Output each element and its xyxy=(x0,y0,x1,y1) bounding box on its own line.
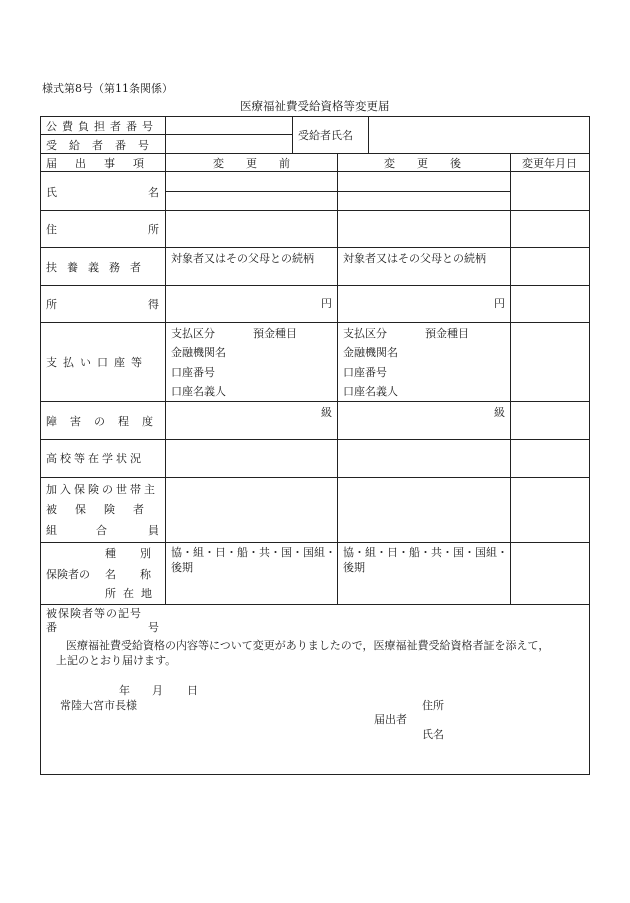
date-year: 年 xyxy=(119,684,130,697)
row-account-label: 支払い口座等 xyxy=(46,356,148,369)
recipient-name-field[interactable] xyxy=(369,117,588,152)
address-label: 住所 xyxy=(422,699,444,712)
row-insurance-head-label: 加入保険の世帯主 xyxy=(46,483,158,496)
insured-symbol-label: 被保険者等の記号 xyxy=(46,607,142,620)
insurer-options-after-2: 後期 xyxy=(343,561,365,574)
notice-line-2: 上記のとおり届けます。 xyxy=(56,654,177,667)
recipient-number-field[interactable] xyxy=(166,135,291,152)
addressee: 常陸大宮市長様 xyxy=(60,699,137,712)
address-after-field[interactable] xyxy=(338,211,509,246)
public-payer-number-label: 公費負担者番号 xyxy=(46,120,158,133)
insurer-options-after: 協・組・日・船・共・国・国組・ xyxy=(343,546,508,559)
account-after-bank: 金融機関名 xyxy=(343,346,398,359)
row-address-left: 住 xyxy=(46,223,57,236)
column-after: 変更後 xyxy=(384,157,483,170)
yen-before: 円 xyxy=(321,297,332,310)
date-month: 月 xyxy=(152,684,163,697)
date-day: 日 xyxy=(187,684,198,697)
insurer-type-label: 種別 xyxy=(105,547,175,560)
account-before-kind: 預金種目 xyxy=(253,327,297,340)
name-date-field[interactable] xyxy=(511,172,588,209)
insurer-name-label: 名称 xyxy=(105,568,175,581)
insurer-options-before: 協・組・日・船・共・国・国組・ xyxy=(171,546,336,559)
account-after-number: 口座番号 xyxy=(343,366,387,379)
form-number: 様式第8号（第11条関係） xyxy=(42,82,173,95)
grade-after: 級 xyxy=(494,406,505,419)
insured-symbol-left: 番 xyxy=(46,621,57,634)
name-label: 氏名 xyxy=(422,728,444,741)
column-date: 変更年月日 xyxy=(522,157,577,170)
row-income-left: 所 xyxy=(46,298,57,311)
row-insured-label: 被保険者 xyxy=(46,503,162,516)
notice-line-1: 医療福祉費受給資格の内容等について変更がありましたので，医療福祉費受給資格者証を添えて， xyxy=(66,639,550,652)
row-school-label: 高校等在学状況 xyxy=(46,452,144,465)
recipient-number-label: 受給者番号 xyxy=(46,139,161,152)
row-income-right: 得 xyxy=(148,298,159,311)
row-disability-label: 障害の程度 xyxy=(46,415,166,428)
account-before-bank: 金融機関名 xyxy=(171,346,226,359)
insurer-options-before-2: 後期 xyxy=(171,561,193,574)
recipient-name-label: 受給者氏名 xyxy=(298,129,353,142)
account-after-kubun: 支払区分 xyxy=(343,327,387,340)
name-before-field[interactable] xyxy=(166,172,336,190)
applicant-label: 届出者 xyxy=(374,713,407,726)
row-name-right: 名 xyxy=(148,186,159,199)
name-after-field[interactable] xyxy=(338,172,509,190)
grade-before: 級 xyxy=(321,406,332,419)
row-address-right: 所 xyxy=(148,223,159,236)
account-before-holder: 口座名義人 xyxy=(171,385,226,398)
yen-after: 円 xyxy=(494,297,505,310)
row-name-left: 氏 xyxy=(46,186,57,199)
row-member-right: 員 xyxy=(148,524,159,537)
account-before-kubun: 支払区分 xyxy=(171,327,215,340)
account-before-number: 口座番号 xyxy=(171,366,215,379)
insured-symbol-right: 号 xyxy=(148,621,159,634)
column-before: 変更前 xyxy=(213,157,312,170)
insurer-location-label: 所在地 xyxy=(105,587,159,600)
form-title: 医療福祉費受給資格等変更届 xyxy=(240,99,390,113)
row-dependent-label: 扶養義務者 xyxy=(46,261,151,274)
column-item: 届出事項 xyxy=(46,157,162,170)
public-payer-number-field[interactable] xyxy=(166,117,291,133)
dependent-note-before: 対象者又はその父母との続柄 xyxy=(171,252,314,265)
dependent-note-after: 対象者又はその父母との続柄 xyxy=(343,252,486,265)
row-member-mid: 合 xyxy=(96,524,107,537)
address-before-field[interactable] xyxy=(166,211,336,246)
insurer-prefix-label: 保険者の xyxy=(46,568,90,581)
account-after-holder: 口座名義人 xyxy=(343,385,398,398)
account-after-kind: 預金種目 xyxy=(425,327,469,340)
row-member-left: 組 xyxy=(46,524,57,537)
